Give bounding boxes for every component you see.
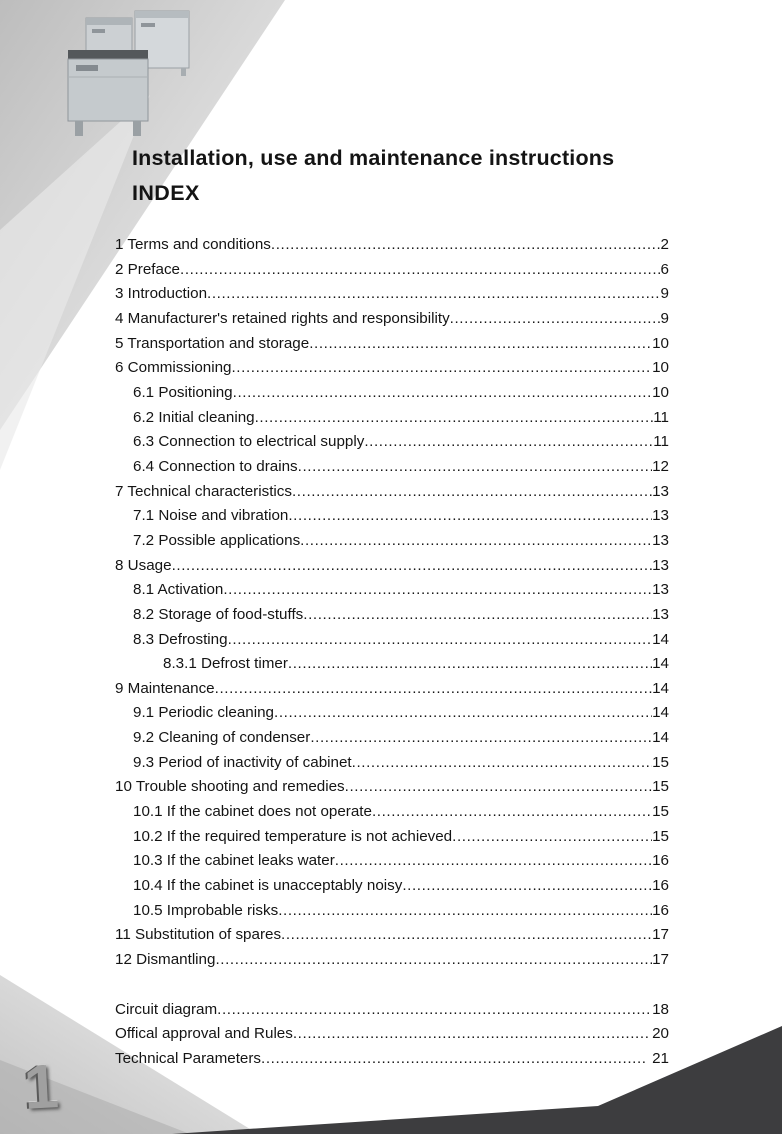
toc-row bbox=[115, 430, 669, 455]
toc-entry-label: 10.2 If the required temperature is not achieved bbox=[133, 827, 453, 845]
toc-dot-leader bbox=[281, 923, 652, 948]
toc-dot-leader bbox=[228, 628, 653, 653]
toc-dot-leader bbox=[223, 578, 652, 603]
toc-page-number: 15 bbox=[652, 753, 669, 771]
toc-entry-label: 11 Substitution of spares bbox=[115, 926, 282, 944]
toc-entry-label: 8.2 Storage of food-stuffs bbox=[133, 605, 304, 623]
toc-entry-label: 12 Dismantling bbox=[115, 951, 216, 969]
toc-entry-label: 2 Preface bbox=[115, 260, 181, 278]
toc-dot-leader bbox=[261, 1047, 648, 1072]
toc-page-number: 17 bbox=[652, 926, 669, 944]
toc-row bbox=[115, 480, 669, 505]
toc-dot-leader bbox=[292, 480, 652, 505]
toc-page-number: 20 bbox=[647, 1025, 669, 1043]
front-cabinet bbox=[68, 50, 148, 136]
toc-entry-label: Offical approval and Rules bbox=[115, 1025, 293, 1043]
toc-page-number: 10 bbox=[652, 383, 669, 401]
toc-page-number: 14 bbox=[652, 630, 669, 648]
toc-entry-label: 5 Transportation and storage bbox=[115, 334, 310, 352]
toc-row bbox=[115, 775, 669, 800]
toc-page-number: 15 bbox=[652, 803, 669, 821]
toc-page-number: 14 bbox=[652, 704, 669, 722]
toc-page-number: 14 bbox=[652, 679, 669, 697]
toc-row bbox=[115, 701, 669, 726]
toc-dot-leader bbox=[288, 504, 652, 529]
toc-page-number: 16 bbox=[652, 901, 669, 919]
toc-row bbox=[115, 332, 669, 357]
toc-entry-label: 6.4 Connection to drains bbox=[133, 457, 298, 475]
toc-entry-label: 10.4 If the cabinet is unacceptably noisy bbox=[133, 877, 403, 895]
cabinets-illustration bbox=[48, 2, 208, 149]
toc-row bbox=[115, 726, 669, 751]
toc-page-number: 2 bbox=[660, 236, 669, 253]
toc-row bbox=[115, 874, 669, 899]
toc-entry-label: 8.3 Defrosting bbox=[133, 630, 228, 648]
toc-row bbox=[115, 578, 669, 603]
toc-dot-leader bbox=[309, 332, 652, 357]
toc-dot-leader bbox=[278, 899, 652, 924]
toc-entry-label: 6.2 Initial cleaning bbox=[133, 408, 255, 426]
toc-page-number: 9 bbox=[660, 309, 669, 327]
toc-page-number: 9 bbox=[660, 285, 669, 303]
toc-row bbox=[115, 849, 669, 874]
toc-page-number: 16 bbox=[652, 877, 669, 895]
toc-page-number: 10 bbox=[652, 334, 669, 352]
toc-row bbox=[115, 1022, 669, 1047]
toc-page-number: 10 bbox=[652, 359, 669, 377]
toc-page-number: 15 bbox=[652, 827, 669, 845]
toc-dot-leader bbox=[298, 455, 652, 480]
toc-dot-leader bbox=[450, 307, 661, 332]
toc-entry-label: 9.2 Cleaning of condenser bbox=[133, 729, 311, 747]
toc-entry-label: 6.1 Positioning bbox=[133, 383, 233, 401]
toc-entry-label: 9.3 Period of inactivity of cabinet bbox=[133, 753, 352, 771]
index-page-content bbox=[115, 146, 669, 1072]
toc-row bbox=[115, 1047, 669, 1072]
toc-row bbox=[115, 825, 669, 850]
toc-dot-leader bbox=[335, 849, 652, 874]
toc-page-number: 21 bbox=[647, 1050, 669, 1067]
toc-row bbox=[115, 529, 669, 554]
toc-dot-leader bbox=[364, 430, 653, 455]
toc-entry-label: 10 Trouble shooting and remedies bbox=[115, 778, 345, 796]
toc-dot-leader bbox=[180, 258, 661, 283]
page-title: Installation, use and maintenance instructions bbox=[132, 146, 615, 170]
toc-dot-leader bbox=[345, 775, 652, 800]
toc-dot-leader bbox=[215, 677, 652, 702]
toc-entry-label: 10.3 If the cabinet leaks water bbox=[133, 852, 335, 870]
toc-row bbox=[115, 923, 669, 948]
toc-entry-label: 6 Commissioning bbox=[115, 359, 232, 377]
toc-entry-label: 10.5 Improbable risks bbox=[133, 901, 279, 919]
toc-dot-leader bbox=[402, 874, 652, 899]
toc-row bbox=[115, 603, 669, 628]
toc-dot-leader bbox=[352, 751, 652, 776]
toc-row bbox=[115, 677, 669, 702]
toc-list bbox=[115, 233, 669, 973]
toc-dot-leader bbox=[310, 726, 652, 751]
toc-dot-leader bbox=[271, 233, 661, 258]
toc-page-number: 15 bbox=[652, 778, 669, 796]
toc-dot-leader bbox=[215, 948, 652, 973]
toc-page-number: 13 bbox=[652, 556, 669, 574]
toc-row bbox=[115, 258, 669, 283]
toc-entry-label: 8 Usage bbox=[115, 556, 172, 574]
toc-row bbox=[115, 800, 669, 825]
toc-dot-leader bbox=[300, 529, 652, 554]
toc-entry-label: 7 Technical characteristics bbox=[115, 482, 292, 500]
toc-page-number: 6 bbox=[660, 260, 669, 278]
toc-dot-leader bbox=[274, 701, 652, 726]
toc-appendix-gap bbox=[115, 973, 669, 998]
toc-entry-label: 1 Terms and conditions bbox=[115, 236, 271, 253]
toc-dot-leader bbox=[288, 652, 652, 677]
toc-dot-leader bbox=[207, 282, 661, 307]
toc-row bbox=[115, 998, 669, 1023]
toc-row bbox=[115, 356, 669, 381]
toc-entry-label: 8.1 Activation bbox=[133, 581, 224, 599]
page-number: 1 bbox=[22, 1052, 61, 1123]
toc-dot-leader bbox=[172, 554, 653, 579]
toc-page-number: 13 bbox=[652, 507, 669, 525]
toc-dot-leader bbox=[372, 800, 652, 825]
toc-row bbox=[115, 554, 669, 579]
toc-entry-label: 9 Maintenance bbox=[115, 679, 215, 697]
toc-row bbox=[115, 307, 669, 332]
toc-dot-leader bbox=[231, 356, 652, 381]
toc-dot-leader bbox=[255, 406, 654, 431]
toc-row bbox=[115, 899, 669, 924]
toc-entry-label: 6.3 Connection to electrical supply bbox=[133, 433, 365, 451]
toc-entry-label: 4 Manufacturer's retained rights and responsibility bbox=[115, 309, 450, 327]
toc-page-number: 13 bbox=[652, 531, 669, 549]
index-heading: INDEX bbox=[132, 181, 200, 205]
toc-page-number: 13 bbox=[652, 581, 669, 599]
appendix-list bbox=[115, 998, 669, 1072]
toc-dot-leader bbox=[303, 603, 652, 628]
toc-page-number: 16 bbox=[652, 852, 669, 870]
toc-entry-label: 7.2 Possible applications bbox=[133, 531, 301, 549]
toc-page-number: 13 bbox=[652, 605, 669, 623]
toc-entry-label: 8.3.1 Defrost timer bbox=[163, 655, 288, 673]
toc-row bbox=[115, 628, 669, 653]
toc-row bbox=[115, 406, 669, 431]
toc-page-number: 11 bbox=[653, 408, 669, 426]
toc-dot-leader bbox=[233, 381, 652, 406]
toc-page-number: 17 bbox=[652, 951, 669, 969]
toc-row bbox=[115, 455, 669, 480]
toc-page-number: 18 bbox=[652, 1000, 669, 1018]
toc-row bbox=[115, 282, 669, 307]
toc-dot-leader bbox=[452, 825, 652, 850]
toc-entry-label: 3 Introduction bbox=[115, 285, 208, 303]
toc-page-number: 14 bbox=[652, 655, 669, 673]
toc-dot-leader bbox=[217, 998, 652, 1023]
toc-entry-label: Technical Parameters bbox=[115, 1050, 262, 1067]
toc-page-number: 13 bbox=[652, 482, 669, 500]
toc-row bbox=[115, 381, 669, 406]
toc-page-number: 11 bbox=[653, 433, 669, 451]
toc-dot-leader bbox=[293, 1022, 648, 1047]
toc-row bbox=[115, 948, 669, 973]
toc-row bbox=[115, 652, 669, 677]
toc-entry-label: 7.1 Noise and vibration bbox=[133, 507, 289, 525]
toc-row bbox=[115, 504, 669, 529]
toc-page-number: 14 bbox=[652, 729, 669, 747]
toc-page-number: 12 bbox=[652, 457, 669, 475]
toc-entry-label: 9.1 Periodic cleaning bbox=[133, 704, 274, 722]
toc-entry-label: 10.1 If the cabinet does not operate bbox=[133, 803, 372, 821]
toc-row bbox=[115, 751, 669, 776]
toc-entry-label: Circuit diagram bbox=[115, 1000, 218, 1018]
toc-row bbox=[115, 233, 669, 258]
